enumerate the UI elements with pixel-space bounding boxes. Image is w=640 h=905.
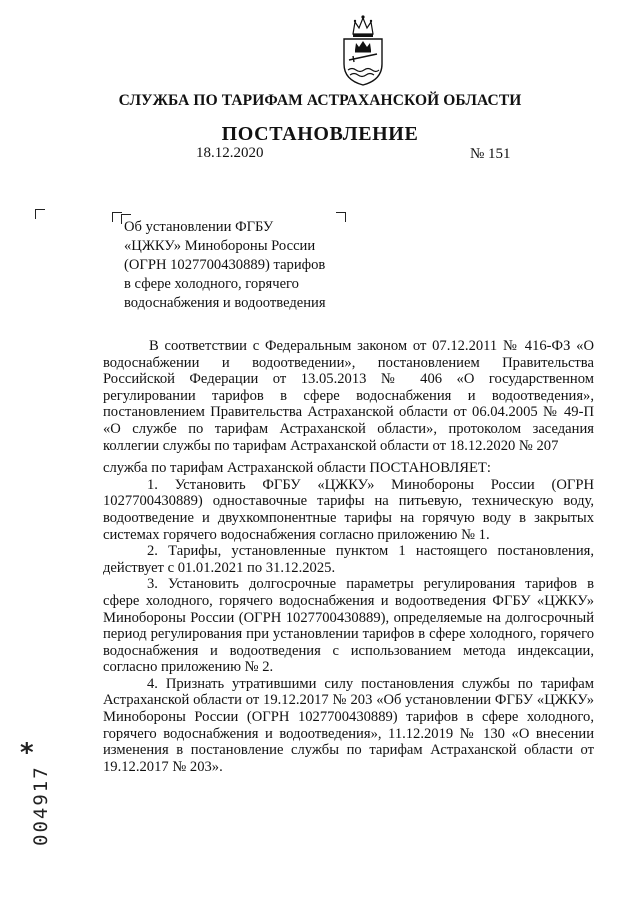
- preamble-paragraph: В соответствии с Федеральным законом от 07.12.2011 № 416-ФЗ «О водоснабжении и водоотведении», постановлением Правительства Российской Федерации от 13.05.2013 № 406 «О государственном регулировании тарифов в сфере водоснабжения и водоотведения», постановлением Правительства Астраханской области от 06.04.2005 № 49-П «О службе по тарифам Астраханской области», протоколом заседания коллегии службы по тарифам Астраханской области от 18.12.2020 № 207: [103, 338, 594, 454]
- document-date: 18.12.2020: [196, 145, 264, 161]
- resolution-item-3: 3. Установить долгосрочные параметры регулирования тарифов в сфере холодного, горячего водоснабжения и водоотведения ФГБУ «ЦЖКУ» Минобороны России (ОГРН 1027700430889), определяемые на долгосрочный период регулирования при установлении тарифов в сфере холодного, горячего водоснабжения и водоотведения с использованием метода индексации, согласно приложению № 2.: [103, 576, 594, 676]
- subject-line: Об установлении ФГБУ: [124, 219, 274, 235]
- subject-line: водоснабжения и водоотведения: [124, 295, 326, 311]
- subject-line: «ЦЖКУ» Минобороны России: [124, 238, 316, 254]
- corner-mark: [35, 209, 45, 219]
- asterisk-mark: *: [20, 738, 34, 768]
- resolution-item-2: 2. Тарифы, установленные пунктом 1 настоящего постановления, действует с 01.01.2021 по 31.12.2025.: [103, 543, 594, 576]
- resolution-item-1: 1. Установить ФГБУ «ЦЖКУ» Минобороны России (ОГРН 1027700430889) одноставочные тарифы на питьевую, техническую воду, водоотведение и двухкомпонентные тарифы на горячую воду в закрытых системах горячего водоснабжения согласно приложению № 1.: [103, 476, 594, 543]
- serial-number: 004917: [30, 765, 52, 846]
- subject-line: в сфере холодного, горячего: [124, 276, 299, 292]
- side-serial-stamp: [18, 740, 52, 850]
- subject-line: (ОГРН 1027700430889) тарифов: [124, 257, 326, 273]
- document-body: [103, 338, 594, 775]
- document-type: ПОСТАНОВЛЕНИЕ: [221, 123, 419, 145]
- organization-name: СЛУЖБА ПО ТАРИФАМ АСТРАХАНСКОЙ ОБЛАСТИ: [118, 92, 522, 109]
- resolution-item-4: 4. Признать утратившими силу постановления службы по тарифам Астраханской области от 19.12.2017 № 203 «Об установлении ФГБУ «ЦЖКУ» Минобороны России (ОГРН 1027700430889) тарифов в сфере холодного, горячего водоснабжения и водоотведения», 11.12.2019 № 130 «О внесении изменения в постановление службы по тарифам Астраханской области от 19.12.2017 № 203».: [103, 675, 594, 775]
- document-subject: [124, 218, 364, 313]
- document-number: № 151: [470, 146, 511, 162]
- coat-of-arms-icon: [340, 14, 386, 86]
- resolution-line: служба по тарифам Астраханской области ПОСТАНОВЛЯЕТ:: [103, 460, 491, 477]
